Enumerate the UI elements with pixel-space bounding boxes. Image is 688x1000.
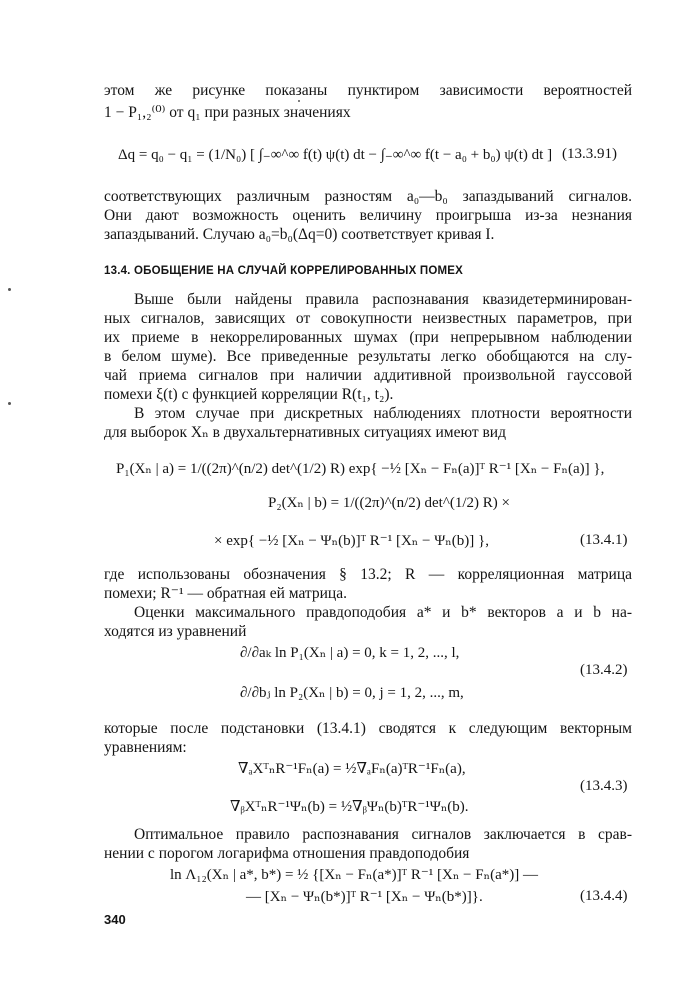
para2-line-1: В этом случае при дискретных наблюдениях плотности вероятности [134, 405, 632, 422]
equation-number-13-4-2: (13.4.2) [580, 662, 628, 678]
scan-speck [8, 402, 11, 405]
equation-13-4-1-line-3: × exp{ −½ [Xₙ − Ψₙ(b)]ᵀ R⁻¹ [Xₙ − Ψₙ(b)] }, [214, 533, 489, 549]
para1-line-2: ных сигналов, зависящих от совокупности неизвестных параметров, при [104, 310, 632, 327]
after-eq-line-3: запаздываний. Случаю a₀=b₀(Δq=0) соответствует кривая I. [104, 226, 495, 243]
section-heading: 13.4. ОБОБЩЕНИЕ НА СЛУЧАЙ КОРРЕЛИРОВАННЫХ ПОМЕХ [104, 265, 463, 277]
para3-line-1: где использованы обозначения § 13.2; R — корреляционная матрица [104, 566, 632, 583]
equation-13-3-91: Δq = q₀ − q₁ = (1/N₀) [ ∫₋∞^∞ f(t) ψ(t) dt − ∫₋∞^∞ f(t − a₀ + b₀) ψ(t) dt ] [118, 147, 553, 163]
para4-line-2: ходятся из уравнений [104, 623, 247, 640]
intro-line-1: этом же рисунке показаны пунктиром зависимости вероятностей [104, 82, 632, 99]
scan-speck [8, 288, 11, 291]
equation-13-4-3-line-1: ∇ₐXᵀₙR⁻¹Fₙ(a) = ½∇ₐFₙ(a)ᵀR⁻¹Fₙ(a), [238, 761, 466, 777]
para1-line-1: Выше были найдены правила распознавания квазидетерминирован- [134, 291, 632, 308]
equation-13-4-1-line-2: P₂(Xₙ | b) = 1/((2π)^(n/2) det^(1/2) R) × [268, 495, 510, 511]
scan-speck [298, 100, 300, 102]
equation-number-13-4-4: (13.4.4) [580, 888, 628, 904]
para2-line-2: для выборок Xₙ в двухальтернативных ситуациях имеют вид [104, 424, 506, 441]
equation-number-13-4-3: (13.4.3) [580, 778, 628, 794]
para1-line-5: чай приема сигналов при наличии аддитивной произвольной гауссовой [104, 367, 632, 384]
para5-line-1: которые после подстановки (13.4.1) сводятся к следующим векторным [104, 720, 632, 737]
para5-line-2: уравнениям: [104, 739, 187, 756]
equation-13-4-2-line-2: ∂/∂bⱼ ln P₂(Xₙ | b) = 0, j = 1, 2, ..., m, [240, 685, 464, 701]
equation-13-4-3-line-2: ∇ᵦXᵀₙR⁻¹Ψₙ(b) = ½∇ᵦΨₙ(b)ᵀR⁻¹Ψₙ(b). [230, 799, 469, 815]
para3-line-2: помехи; R⁻¹ — обратная ей матрица. [104, 585, 347, 602]
para1-line-3: их приеме в некоррелированных шумах (при непрерывном наблюдении [104, 329, 632, 346]
para6-line-1: Оптимальное правило распознавания сигналов заключается в срав- [134, 826, 632, 843]
equation-13-4-1-line-1: P₁(Xₙ | a) = 1/((2π)^(n/2) det^(1/2) R) exp{ −½ [Xₙ − Fₙ(a)]ᵀ R⁻¹ [Xₙ − Fₙ(a)] }, [116, 461, 605, 477]
equation-number-13-3-91: (13.3.91) [562, 146, 617, 162]
equation-13-4-2-line-1: ∂/∂aₖ ln P₁(Xₙ | a) = 0, k = 1, 2, ..., l, [240, 645, 460, 661]
para6-line-2: нении с порогом логарифма отношения правдоподобия [104, 845, 470, 862]
para1-line-4: в белом шуме). Все приведенные результаты легко обобщаются на слу- [104, 348, 632, 365]
after-eq-line-1: соответствующих различным разностям a₀—b₀ запаздываний сигналов. [104, 188, 632, 205]
equation-13-4-4-line-1: ln Λ₁₂(Xₙ | a*, b*) = ½ {[Xₙ − Fₙ(a*)]ᵀ R⁻¹ [Xₙ − Fₙ(a*)] — [170, 867, 538, 883]
para4-line-1: Оценки максимального правдоподобия a* и b* векторов a и b на- [134, 604, 632, 621]
after-eq-line-2: Они дают возможность оценить величину проигрыша из-за незнания [104, 207, 632, 224]
intro-line-2: 1 − P₁,₂⁽⁰⁾ от q₁ при разных значениях [104, 104, 351, 121]
equation-13-4-4-line-2: — [Xₙ − Ψₙ(b*)]ᵀ R⁻¹ [Xₙ − Ψₙ(b*)]}. [246, 889, 483, 905]
page-number: 340 [104, 912, 126, 927]
para1-line-6: помехи ξ(t) с функцией корреляции R(t₁, t₂). [104, 386, 394, 403]
equation-number-13-4-1: (13.4.1) [580, 532, 628, 548]
